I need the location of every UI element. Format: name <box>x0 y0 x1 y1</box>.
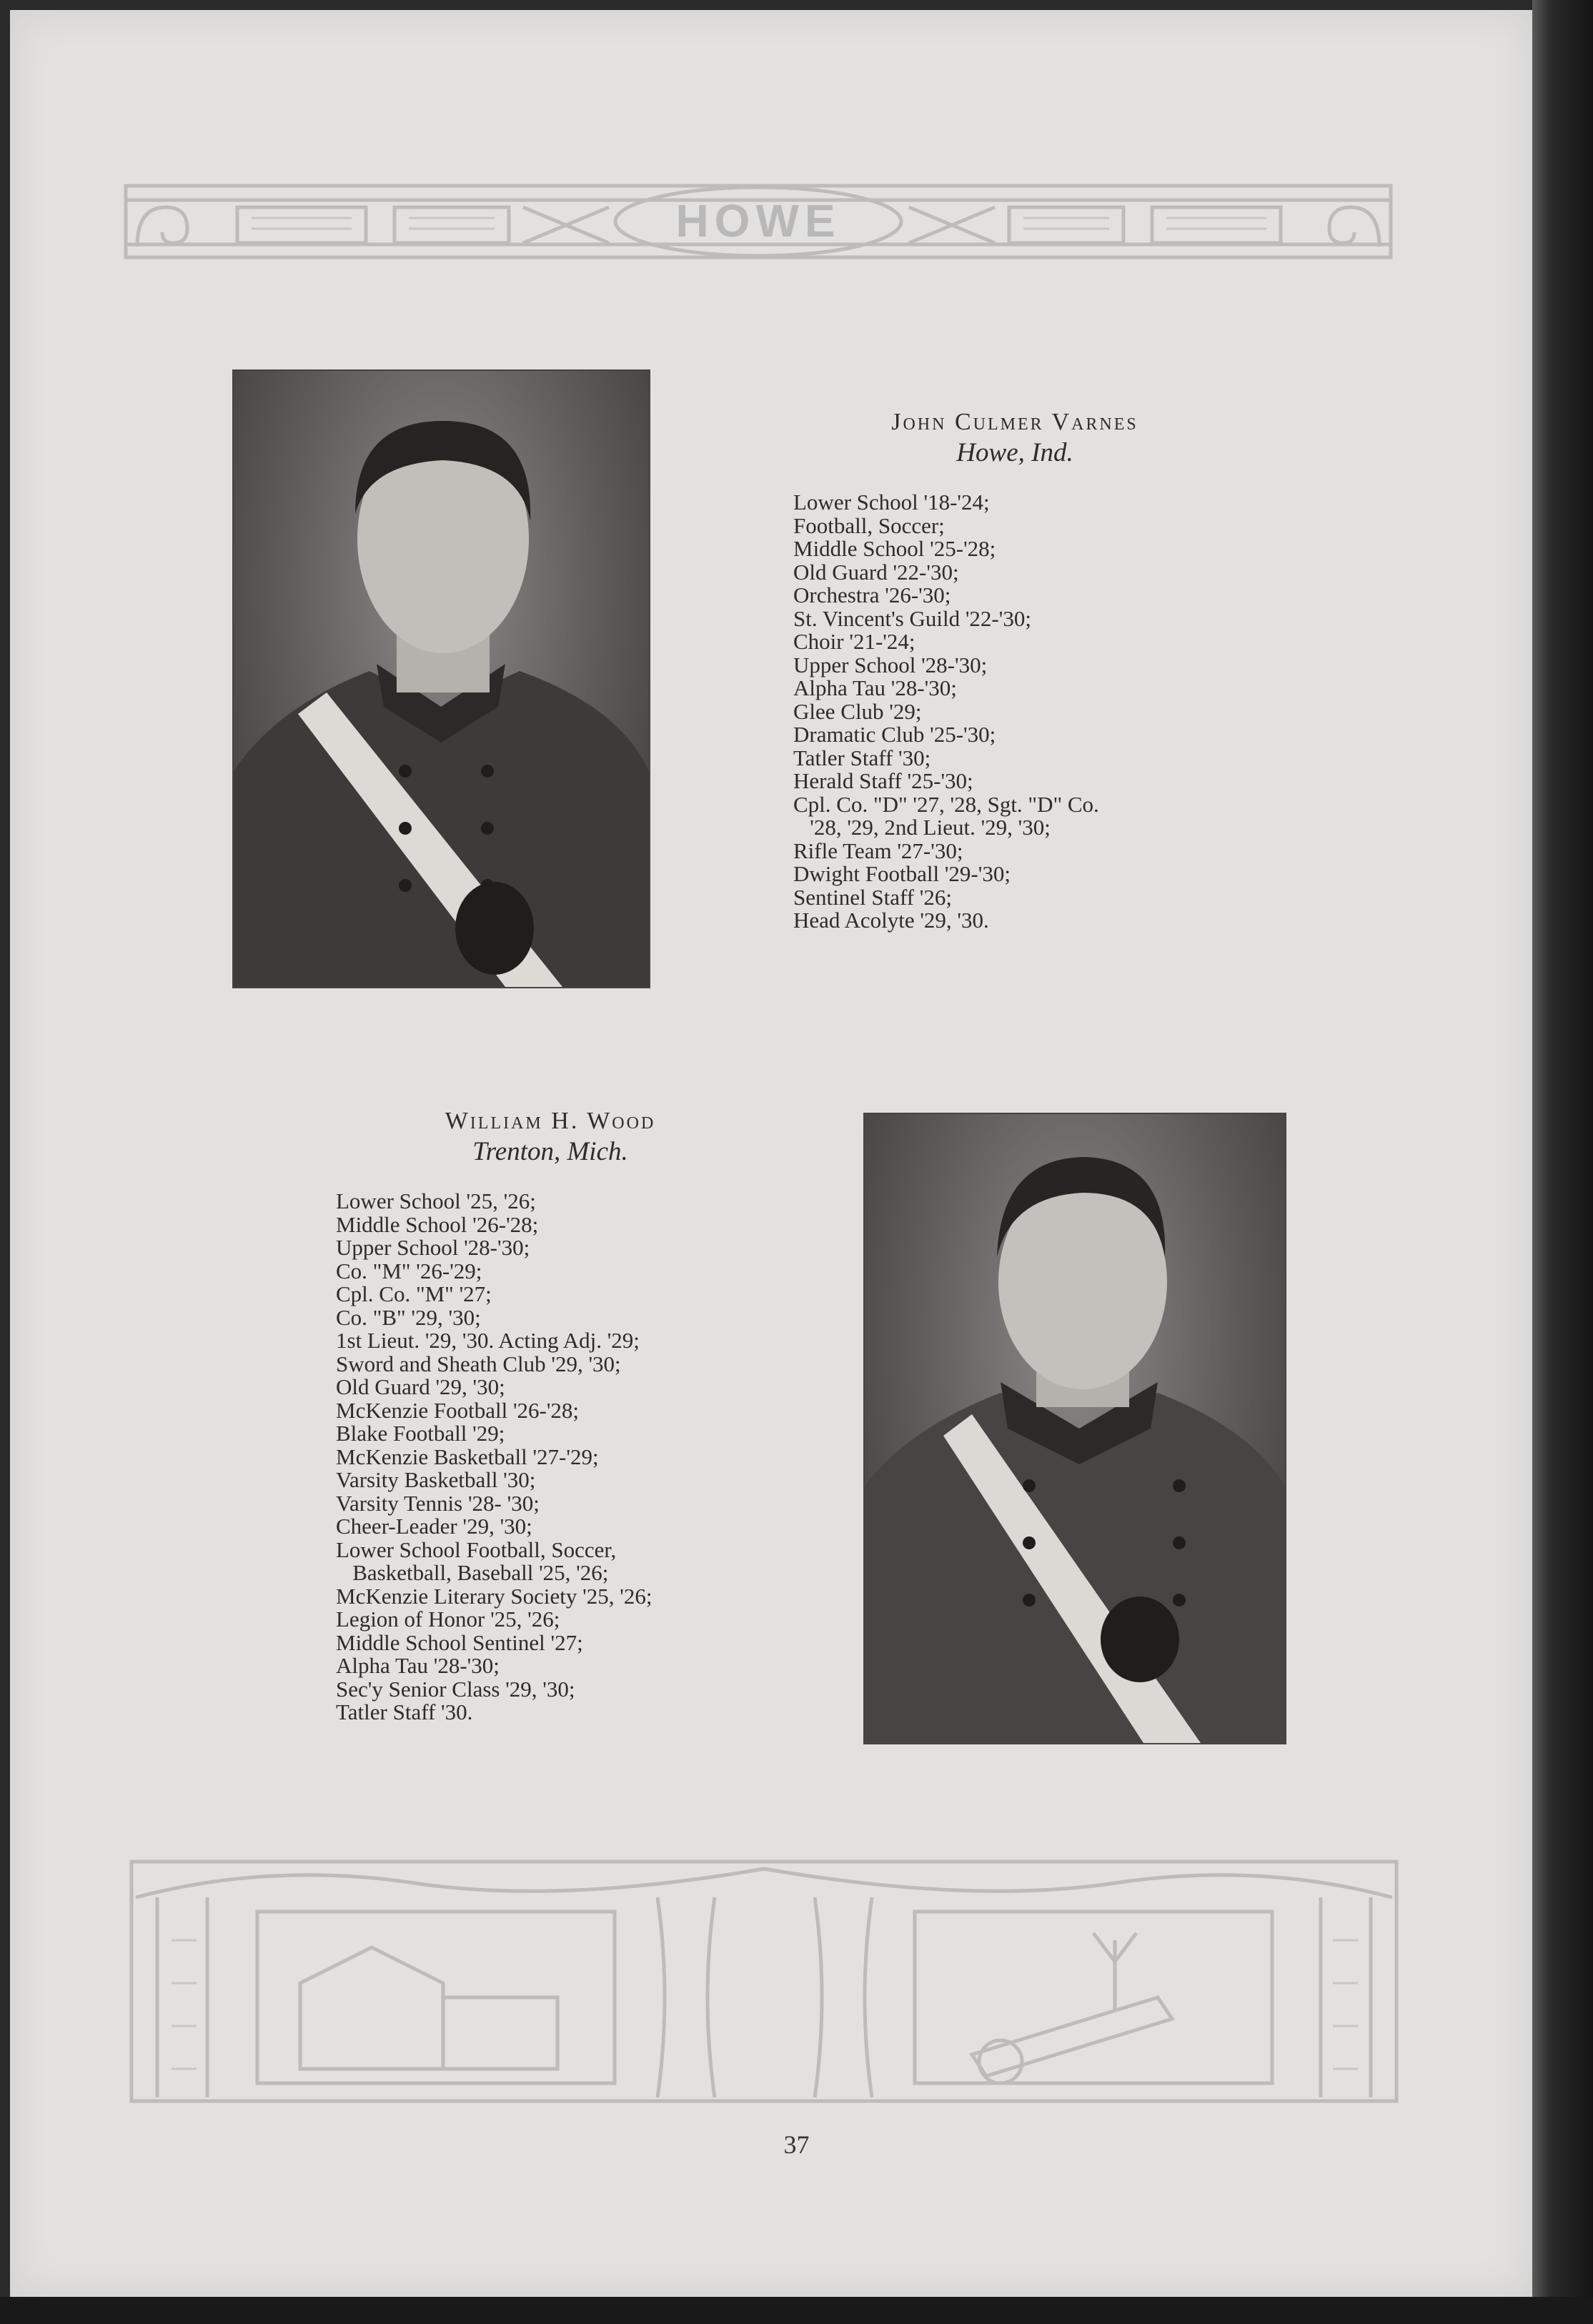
portrait-photo-varnes <box>232 369 650 988</box>
activity-line: Blake Football '29; <box>336 1421 505 1446</box>
bio-heading <box>336 1108 765 1167</box>
activity-line: Tatler Staff '30. <box>336 1699 473 1724</box>
activity-line: Co. "M" '26-'29; <box>336 1258 482 1283</box>
footer-ornament <box>129 1854 1399 2108</box>
activity-line: Dwight Football '29-'30; <box>793 861 1011 886</box>
activity-line: Orchestra '26-'30; <box>793 582 951 607</box>
activity-line: Varsity Tennis '28- '30; <box>336 1490 540 1516</box>
activity-line: 1st Lieut. '29, '30. Acting Adj. '29; <box>336 1328 640 1353</box>
activity-line: Middle School '25-'28; <box>793 536 996 561</box>
student-hometown: Trenton, Mich. <box>472 1137 628 1166</box>
activity-line: Basketball, Baseball '25, '26; <box>336 1560 609 1585</box>
activity-line: Lower School '18-'24; <box>793 490 990 515</box>
activity-line: Alpha Tau '28-'30; <box>793 675 957 700</box>
activity-line: Varsity Basketball '30; <box>336 1467 536 1492</box>
activity-line: Upper School '28-'30; <box>336 1235 530 1260</box>
activity-line: Alpha Tau '28-'30; <box>336 1653 500 1678</box>
scan-bottom-edge <box>0 2297 1593 2324</box>
activity-line: Rifle Team '27-'30; <box>793 838 963 863</box>
scan-top-edge <box>0 0 1593 10</box>
activity-line: Sentinel Staff '26; <box>793 884 952 910</box>
header-title: HOWE <box>675 195 841 247</box>
student-name: William H. Wood <box>445 1108 656 1134</box>
activity-line: Lower School '25, '26; <box>336 1188 536 1213</box>
activity-line: Sword and Sheath Club '29, '30; <box>336 1351 621 1376</box>
activity-line: Middle School '26-'28; <box>336 1211 539 1237</box>
portrait-photo-wood <box>863 1113 1286 1744</box>
activity-line: McKenzie Basketball '27-'29; <box>336 1444 599 1469</box>
activity-line: Cpl. Co. "M" '27; <box>336 1281 492 1306</box>
bio-heading <box>758 409 1272 468</box>
activity-line: St. Vincent's Guild '22-'30; <box>793 605 1031 631</box>
activity-line: Cpl. Co. "D" '27, '28, Sgt. "D" Co. <box>793 791 1099 817</box>
activity-list <box>793 491 1308 933</box>
activity-line: Head Acolyte '29, '30. <box>793 908 989 933</box>
activity-line: Old Guard '29, '30; <box>336 1374 505 1399</box>
bio-entry-wood <box>336 1108 836 1724</box>
activity-line: McKenzie Football '26-'28; <box>336 1397 580 1423</box>
student-name: John Culmer Varnes <box>891 409 1138 435</box>
activity-line: Choir '21-'24; <box>793 629 915 654</box>
page-number: 37 <box>783 2130 810 2159</box>
activity-list <box>336 1190 836 1724</box>
header-banner <box>123 179 1394 263</box>
book-binding-edge <box>1532 0 1593 2324</box>
activity-line: Dramatic Club '25-'30; <box>793 722 996 747</box>
activity-line: Upper School '28-'30; <box>793 652 988 677</box>
activity-line: Football, Soccer; <box>793 512 945 538</box>
activity-line: Old Guard '22-'30; <box>793 559 959 585</box>
activity-line: Co. "B" '29, '30; <box>336 1304 481 1330</box>
activity-line: Cheer-Leader '29, '30; <box>336 1514 532 1539</box>
student-hometown: Howe, Ind. <box>956 438 1073 467</box>
scan-left-edge <box>0 0 10 2324</box>
activity-line: McKenzie Literary Society '25, '26; <box>336 1583 652 1609</box>
activity-line: Tatler Staff '30; <box>793 745 931 770</box>
activity-line: Legion of Honor '25, '26; <box>336 1607 560 1632</box>
activity-line: '28, '29, 2nd Lieut. '29, '30; <box>793 815 1051 840</box>
cadet-portrait-illustration <box>234 371 649 987</box>
cadet-portrait-illustration <box>865 1114 1285 1743</box>
activity-line: Sec'y Senior Class '29, '30; <box>336 1676 575 1702</box>
footer-banner <box>129 1854 1399 2108</box>
bio-entry-varnes <box>793 409 1308 933</box>
activity-line: Lower School Football, Soccer, <box>336 1536 617 1562</box>
activity-line: Middle School Sentinel '27; <box>336 1629 583 1655</box>
activity-line: Herald Staff '25-'30; <box>793 768 973 793</box>
activity-line: Glee Club '29; <box>793 698 922 724</box>
